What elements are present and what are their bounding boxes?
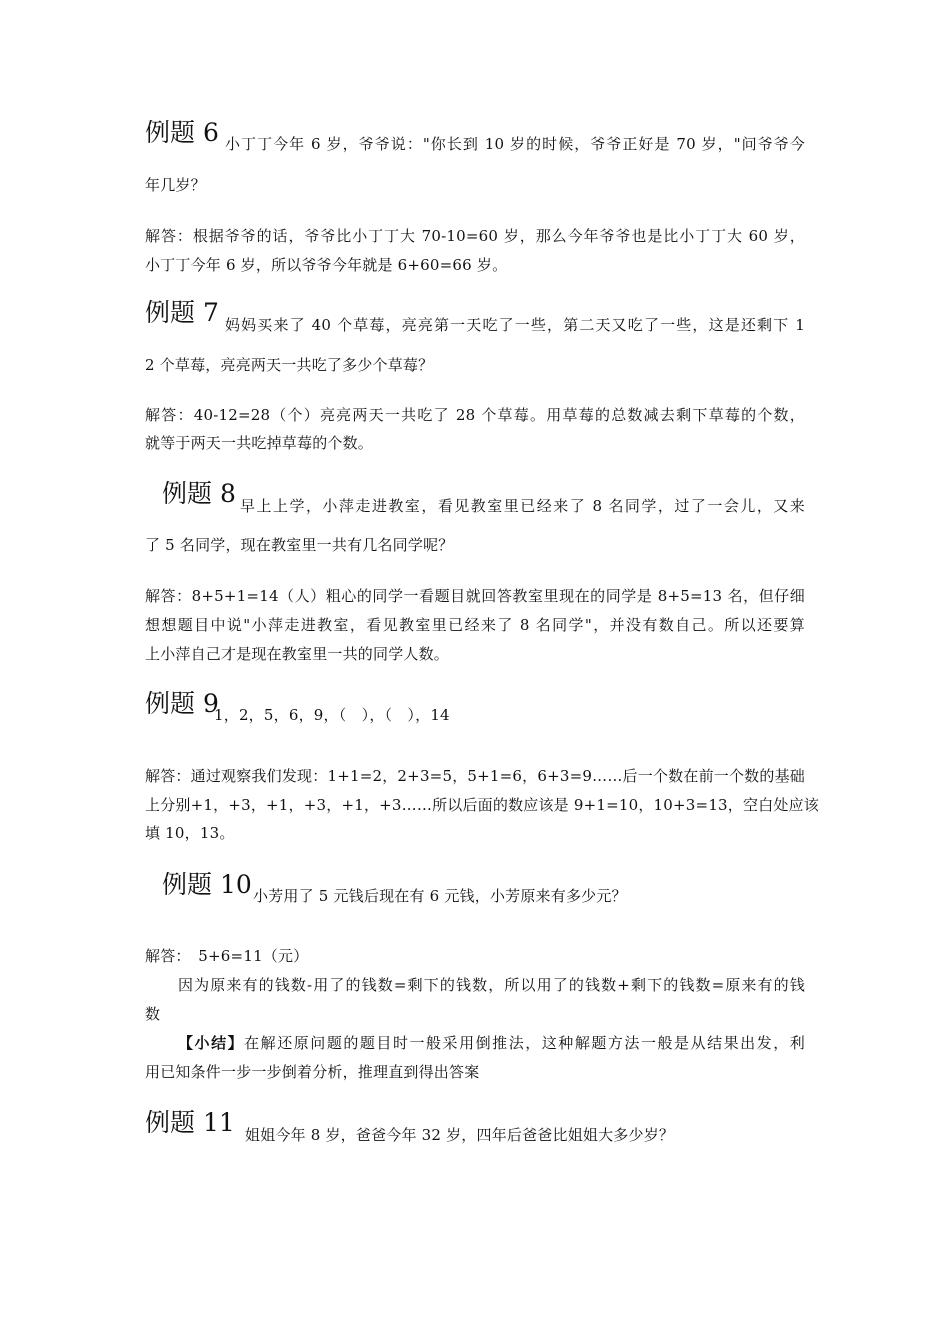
example-7-question-line-1: 妈妈买来了 40 个草莓，亮亮第一天吃了一些，第二天又吃了一些，这是还剩下 1 [225, 316, 805, 334]
example-10-question: 小芳用了 5 元钱后现在有 6 元钱，小芳原来有多少元？ [253, 887, 627, 905]
example-10-answer-line-3: 数 [145, 1005, 161, 1023]
example-7-answer-line-1: 解答：40-12=28（个）亮亮两天一共吃了 28 个草莓。用草莓的总数减去剩下草莓的个数， [145, 406, 805, 424]
example-10-summary-line-1 [178, 1033, 805, 1053]
example-11-title: 例题 11 [145, 1108, 235, 1137]
example-8-title: 例题 8 [162, 479, 236, 508]
example-8-question-line-1: 早上上学，小萍走进教室，看见教室里已经来了 8 名同学，过了一会儿，又来 [240, 497, 805, 515]
example-10-summary-line-2: 用已知条件一步一步倒着分析，推理直到得出答案 [145, 1063, 480, 1081]
example-9-answer-line-1: 解答：通过观察我们发现：1+1=2，2+3=5，5+1=6，6+3=9……后一个数在前一个数的基础 [145, 767, 805, 785]
example-8-answer-line-2: 想想题目中说"小萍走进教室，看见教室里已经来了 8 名同学"，并没有数自己。所以还要算 [145, 616, 805, 634]
example-8-answer-line-1: 解答：8+5+1=14（人）粗心的同学一看题目就回答教室里现在的同学是 8+5=13 名，但仔细 [145, 587, 805, 605]
example-11-question: 姐姐今年 8 岁，爸爸今年 32 岁，四年后爸爸比姐姐大多少岁？ [245, 1126, 675, 1144]
example-9-question: 1，2，5，6，9，（ ），（ ），14 [214, 706, 450, 724]
example-6-question-line-1: 小丁丁今年 6 岁，爷爷说："你长到 10 岁的时候，爷爷正好是 70 岁，"问爷爷今 [225, 135, 805, 153]
example-10-answer-line-2: 因为原来有的钱数-用了的钱数=剩下的钱数，所以用了的钱数+剩下的钱数=原来有的钱 [178, 976, 805, 994]
example-10-title: 例题 10 [162, 870, 252, 899]
example-7-title: 例题 7 [145, 298, 219, 327]
summary-label: 【小结】 [178, 1034, 245, 1052]
example-6-title: 例题 6 [145, 118, 219, 147]
example-9-answer-line-2: 上分别+1，+3，+1，+3，+1，+3……所以后面的数应该是 9+1=10，10+3=13，空白处应该 [145, 796, 820, 814]
example-6-answer-line-1: 解答：根据爷爷的话，爷爷比小丁丁大 70-10=60 岁，那么今年爷爷也是比小丁丁大 60 岁， [145, 227, 805, 245]
example-8-answer-line-3: 上小萍自己才是现在教室里一共的同学人数。 [145, 645, 450, 663]
example-8-question-line-2: 了 5 名同学，现在教室里一共有几名同学呢？ [145, 536, 454, 554]
example-9-title: 例题 9 [145, 689, 219, 718]
example-10-answer-line-1: 解答： 5+6=11（元） [145, 947, 309, 965]
summary-text: 在解还原问题的题目时一般采用倒推法，这种解题方法一般是从结果出发，利 [244, 1034, 805, 1052]
example-7-answer-line-2: 就等于两天一共吃掉草莓的个数。 [145, 434, 374, 452]
example-9-answer-line-3: 填 10，13。 [145, 824, 235, 842]
example-6-question-line-2: 年几岁？ [145, 176, 206, 194]
example-7-question-line-2: 2 个草莓，亮亮两天一共吃了多少个草莓？ [145, 356, 434, 374]
example-6-answer-line-2: 小丁丁今年 6 岁，所以爷爷今年就是 6+60=66 岁。 [145, 256, 508, 274]
